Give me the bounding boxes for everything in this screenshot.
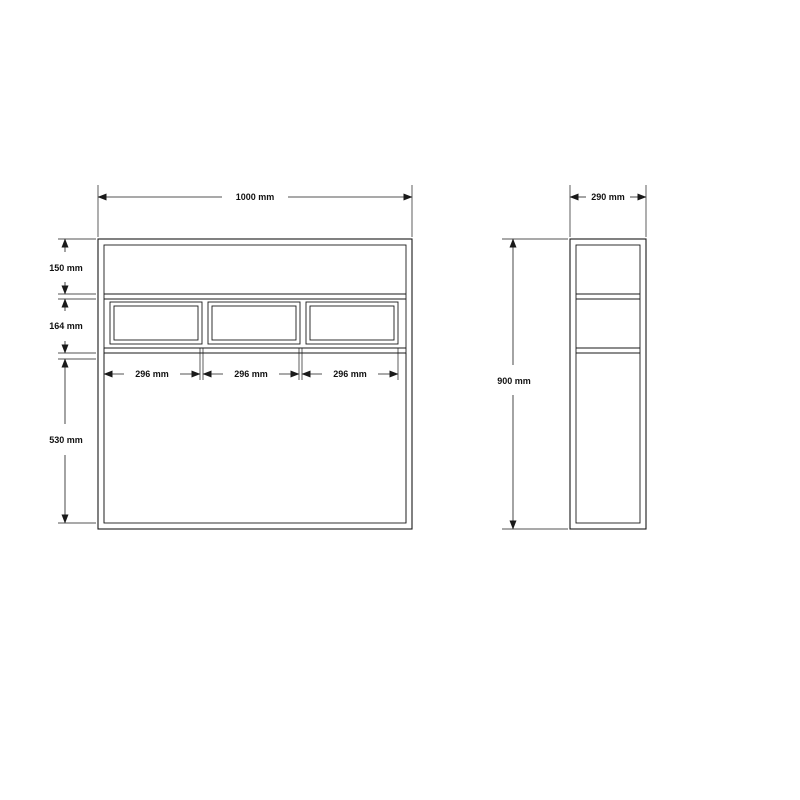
front-height-530-label: 530 mm	[49, 435, 83, 445]
front-height-dim-530	[49, 359, 96, 523]
front-height-dim-164	[49, 299, 96, 353]
compartment-3-label: 296 mm	[333, 369, 367, 379]
compartment-1-label: 296 mm	[135, 369, 169, 379]
side-height-label: 900 mm	[497, 376, 531, 386]
front-width-dimension	[98, 185, 412, 237]
front-height-150-label: 150 mm	[49, 263, 83, 273]
compartment-2-label: 296 mm	[234, 369, 268, 379]
side-depth-dimension	[570, 185, 646, 237]
side-view-geometry	[570, 239, 646, 529]
side-depth-label: 290 mm	[591, 192, 625, 202]
front-height-164-label: 164 mm	[49, 321, 83, 331]
front-width-label: 1000 mm	[235, 192, 275, 202]
side-height-dimension	[497, 239, 568, 529]
front-height-dim-150	[49, 239, 96, 294]
front-view-geometry	[98, 239, 412, 529]
